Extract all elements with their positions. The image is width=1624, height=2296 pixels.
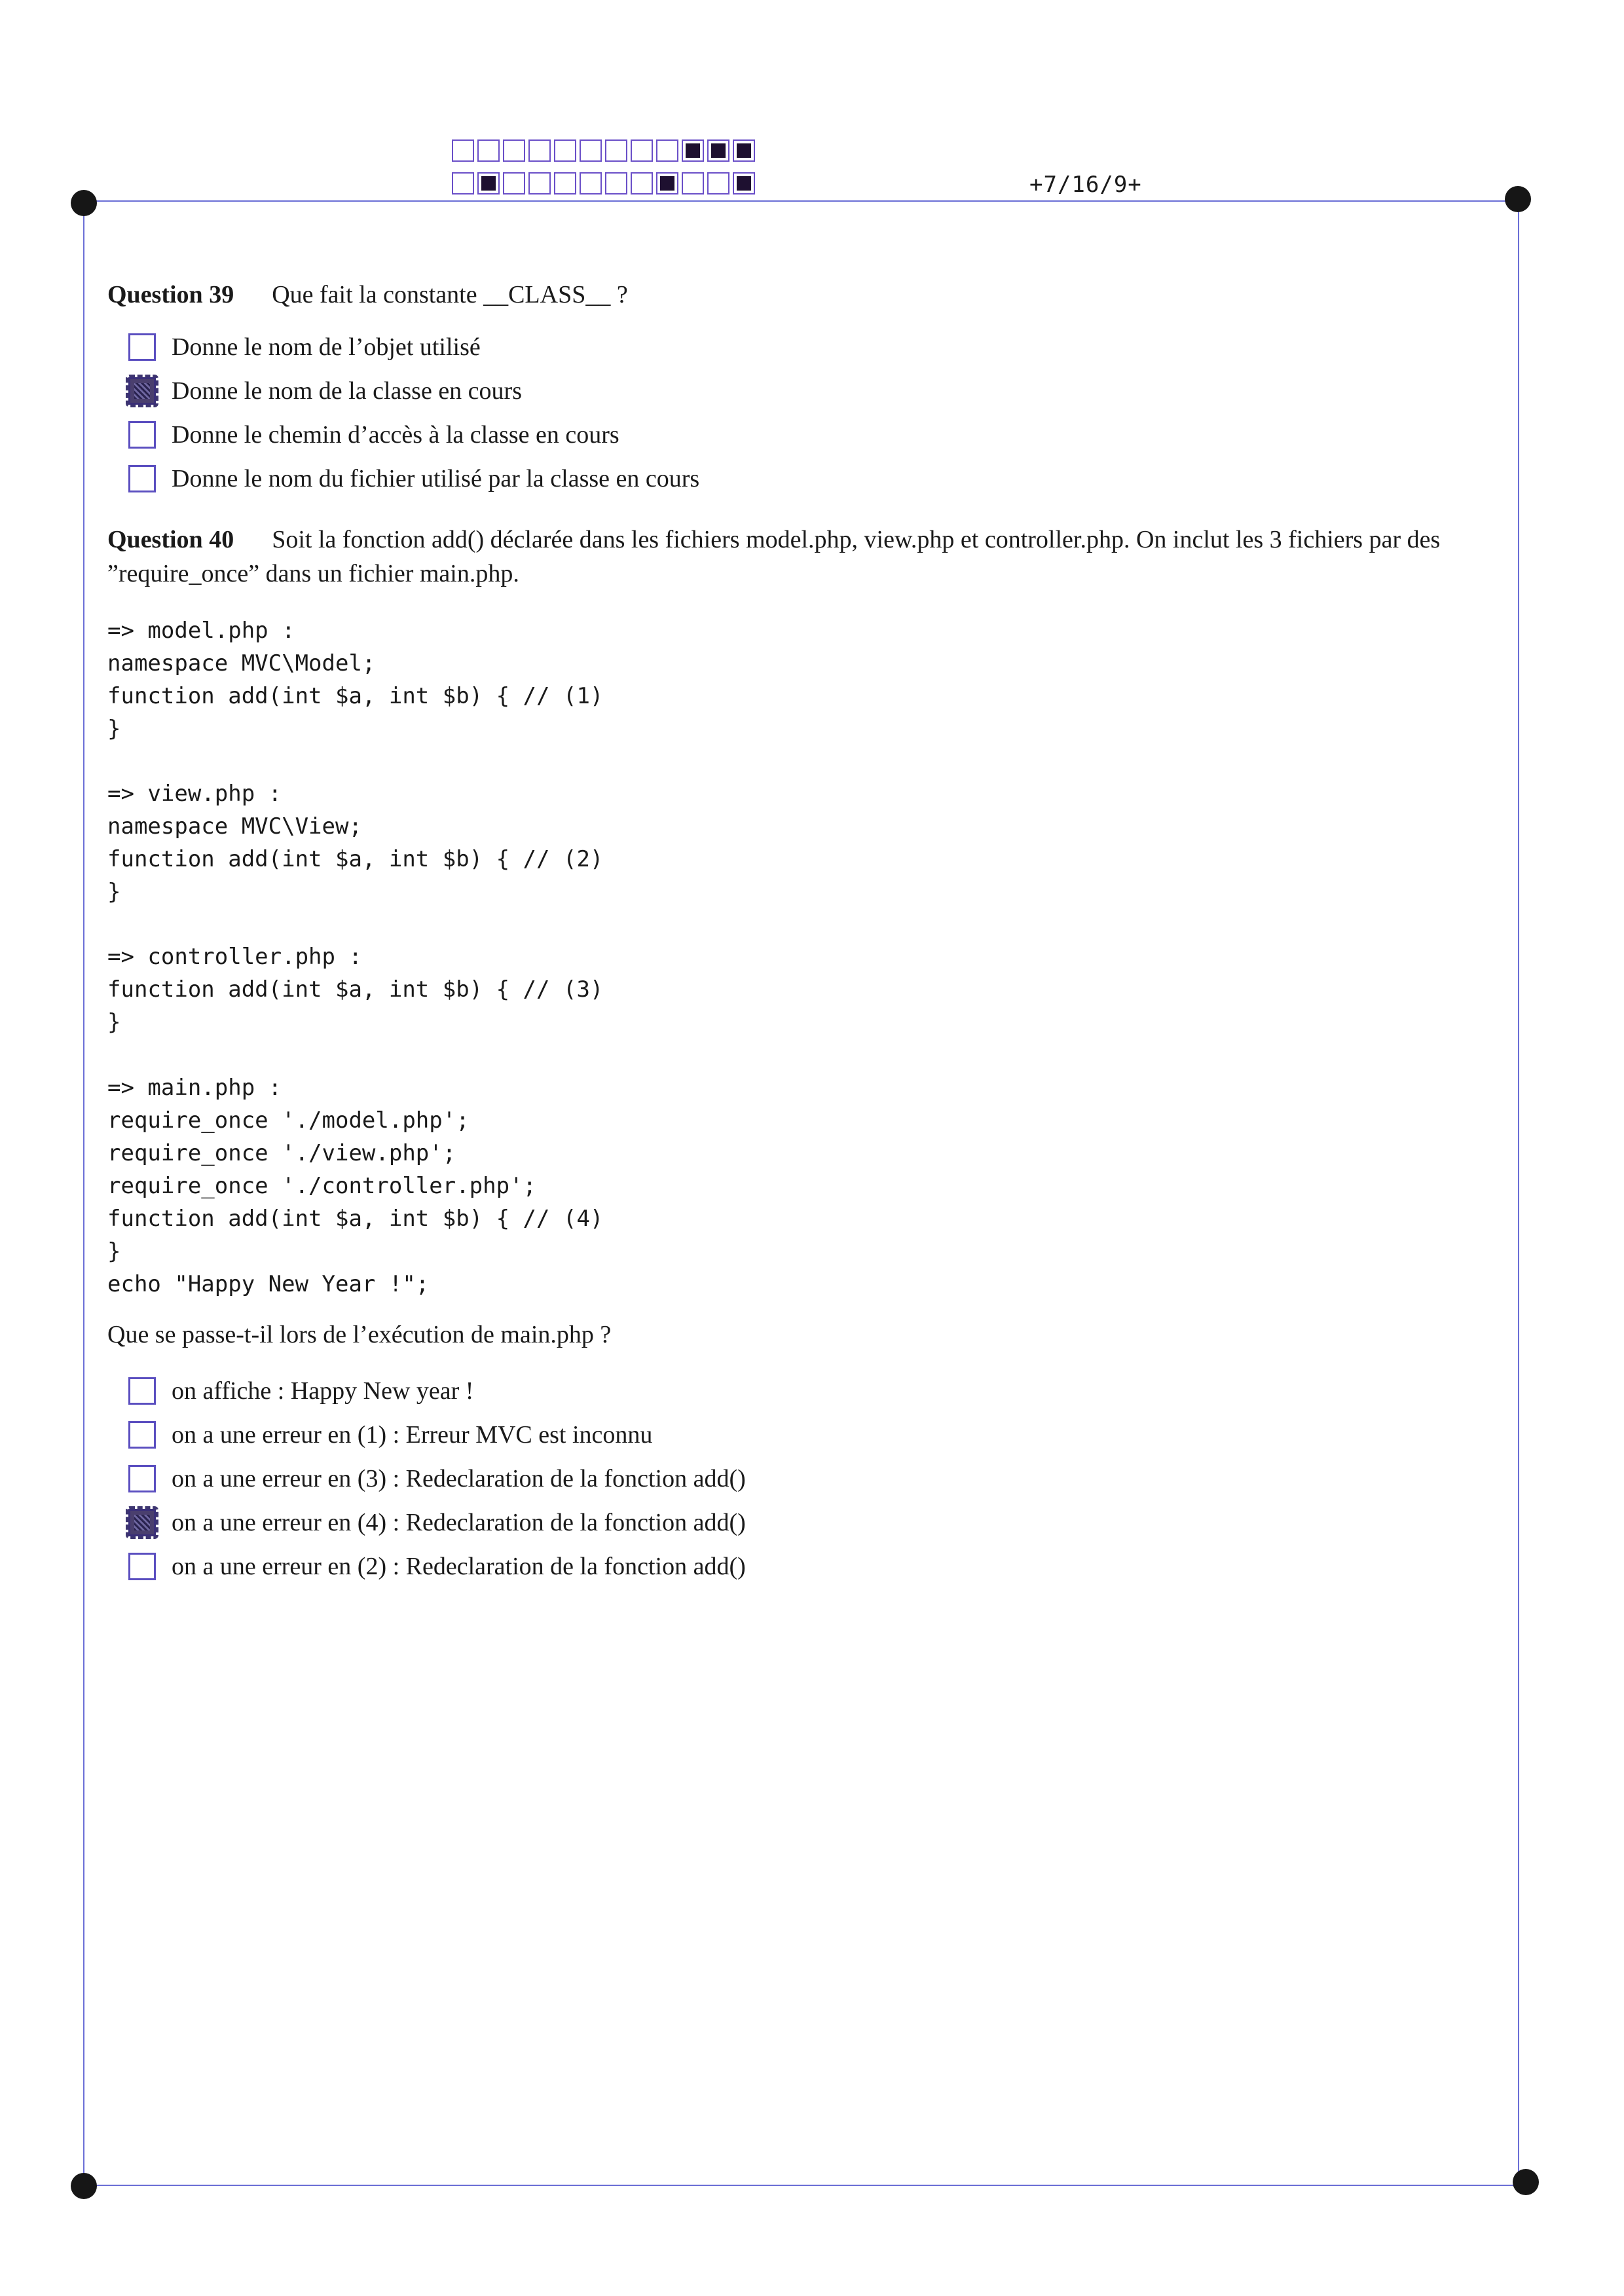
- answer-option[interactable]: [128, 325, 699, 369]
- answer-text: on affiche : Happy New year !: [172, 1377, 474, 1405]
- answer-text: on a une erreur en (1) : Erreur MVC est inconnu: [172, 1420, 653, 1449]
- id-code-cell: [733, 172, 755, 194]
- id-code-cell: [477, 139, 500, 162]
- question-40-label: Question 40: [107, 526, 234, 553]
- answer-text: Donne le chemin d’accès à la classe en cours: [172, 420, 619, 449]
- checkbox[interactable]: [128, 333, 156, 361]
- corner-marker-top-left: [71, 190, 97, 216]
- answer-option[interactable]: [128, 1413, 746, 1456]
- id-code-cell: [528, 172, 551, 194]
- id-code-cell: [580, 172, 602, 194]
- id-code-cell: [605, 172, 627, 194]
- id-code-cell: [503, 139, 525, 162]
- checkbox[interactable]: [128, 1421, 156, 1449]
- id-code-cell: [452, 172, 474, 194]
- code-controller-php: => controller.php : function add(int $a, int $b) { // (3) }: [107, 944, 604, 1035]
- id-code-cell: [631, 139, 653, 162]
- code-main-php: => main.php : require_once './model.php'; require_once './view.php'; require_once './controller.php'; function add(int $a, int $b) { // (4) } echo "Happy New Year !";: [107, 1075, 604, 1297]
- answer-option[interactable]: [128, 1369, 746, 1413]
- answer-text: on a une erreur en (4) : Redeclaration de la fonction add(): [172, 1508, 746, 1536]
- corner-marker-bottom-right: [1513, 2169, 1539, 2195]
- id-code-cell: [528, 139, 551, 162]
- id-code-cell: [707, 172, 729, 194]
- answer-text: on a une erreur en (2) : Redeclaration de la fonction add(): [172, 1552, 746, 1580]
- id-code-cell: [656, 172, 678, 194]
- answer-option[interactable]: [128, 456, 699, 500]
- frame-left-border: [83, 200, 84, 2186]
- checkbox[interactable]: [128, 421, 156, 449]
- answer-text: Donne le nom de la classe en cours: [172, 377, 522, 405]
- corner-marker-top-right: [1505, 186, 1531, 212]
- id-code-row-2: [452, 172, 758, 197]
- checkbox[interactable]: [128, 1465, 156, 1492]
- frame-top-border: [84, 200, 1519, 202]
- answer-text: Donne le nom du fichier utilisé par la classe en cours: [172, 464, 700, 492]
- corner-marker-bottom-left: [71, 2173, 97, 2199]
- id-code-cell: [656, 139, 678, 162]
- answer-option[interactable]: [128, 369, 699, 413]
- question-40: [107, 523, 1496, 591]
- checkbox[interactable]: [128, 1377, 156, 1405]
- answer-option[interactable]: [128, 413, 699, 456]
- id-code-cell: [707, 139, 729, 162]
- answer-option[interactable]: [128, 1544, 746, 1588]
- answer-option[interactable]: [128, 1456, 746, 1500]
- id-code-cell: [605, 139, 627, 162]
- page-identifier: +7/16/9+: [1029, 172, 1142, 198]
- id-code-cell: [580, 139, 602, 162]
- question-39-answers: [128, 325, 699, 500]
- answer-text: Donne le nom de l’objet utilisé: [172, 333, 481, 361]
- checked-checkbox[interactable]: [128, 1509, 156, 1536]
- answer-text: on a une erreur en (3) : Redeclaration de la fonction add(): [172, 1464, 746, 1492]
- frame-right-border: [1518, 200, 1519, 2186]
- question-39-label: Question 39: [107, 281, 234, 308]
- id-code-row-1: [452, 139, 758, 164]
- id-code-cell: [477, 172, 500, 194]
- frame-bottom-border: [84, 2185, 1524, 2186]
- checked-checkbox[interactable]: [128, 377, 156, 405]
- id-code-cell: [554, 172, 576, 194]
- code-model-php: => model.php : namespace MVC\Model; function add(int $a, int $b) { // (1) }: [107, 618, 604, 742]
- checkbox[interactable]: [128, 465, 156, 492]
- question-40-text: Soit la fonction add() déclarée dans les fichiers model.php, view.php et controller.php. On inclut les 3 fichiers par des ”require_once” dans un fichier main.php.: [107, 526, 1441, 587]
- question-40-prompt: Que se passe-t-il lors de l’exécution de main.php ?: [107, 1321, 612, 1348]
- id-code-cell: [682, 172, 704, 194]
- id-code-cell: [452, 139, 474, 162]
- id-code-cell: [733, 139, 755, 162]
- id-code-cell: [682, 139, 704, 162]
- question-40-answers: [128, 1369, 746, 1588]
- code-view-php: => view.php : namespace MVC\View; function add(int $a, int $b) { // (2) }: [107, 781, 604, 905]
- answer-option[interactable]: [128, 1500, 746, 1544]
- id-code-cell: [503, 172, 525, 194]
- question-39-text: Que fait la constante __CLASS__ ?: [272, 281, 628, 308]
- id-code-cell: [631, 172, 653, 194]
- checkbox[interactable]: [128, 1553, 156, 1580]
- id-code-cell: [554, 139, 576, 162]
- question-39: [107, 278, 1496, 312]
